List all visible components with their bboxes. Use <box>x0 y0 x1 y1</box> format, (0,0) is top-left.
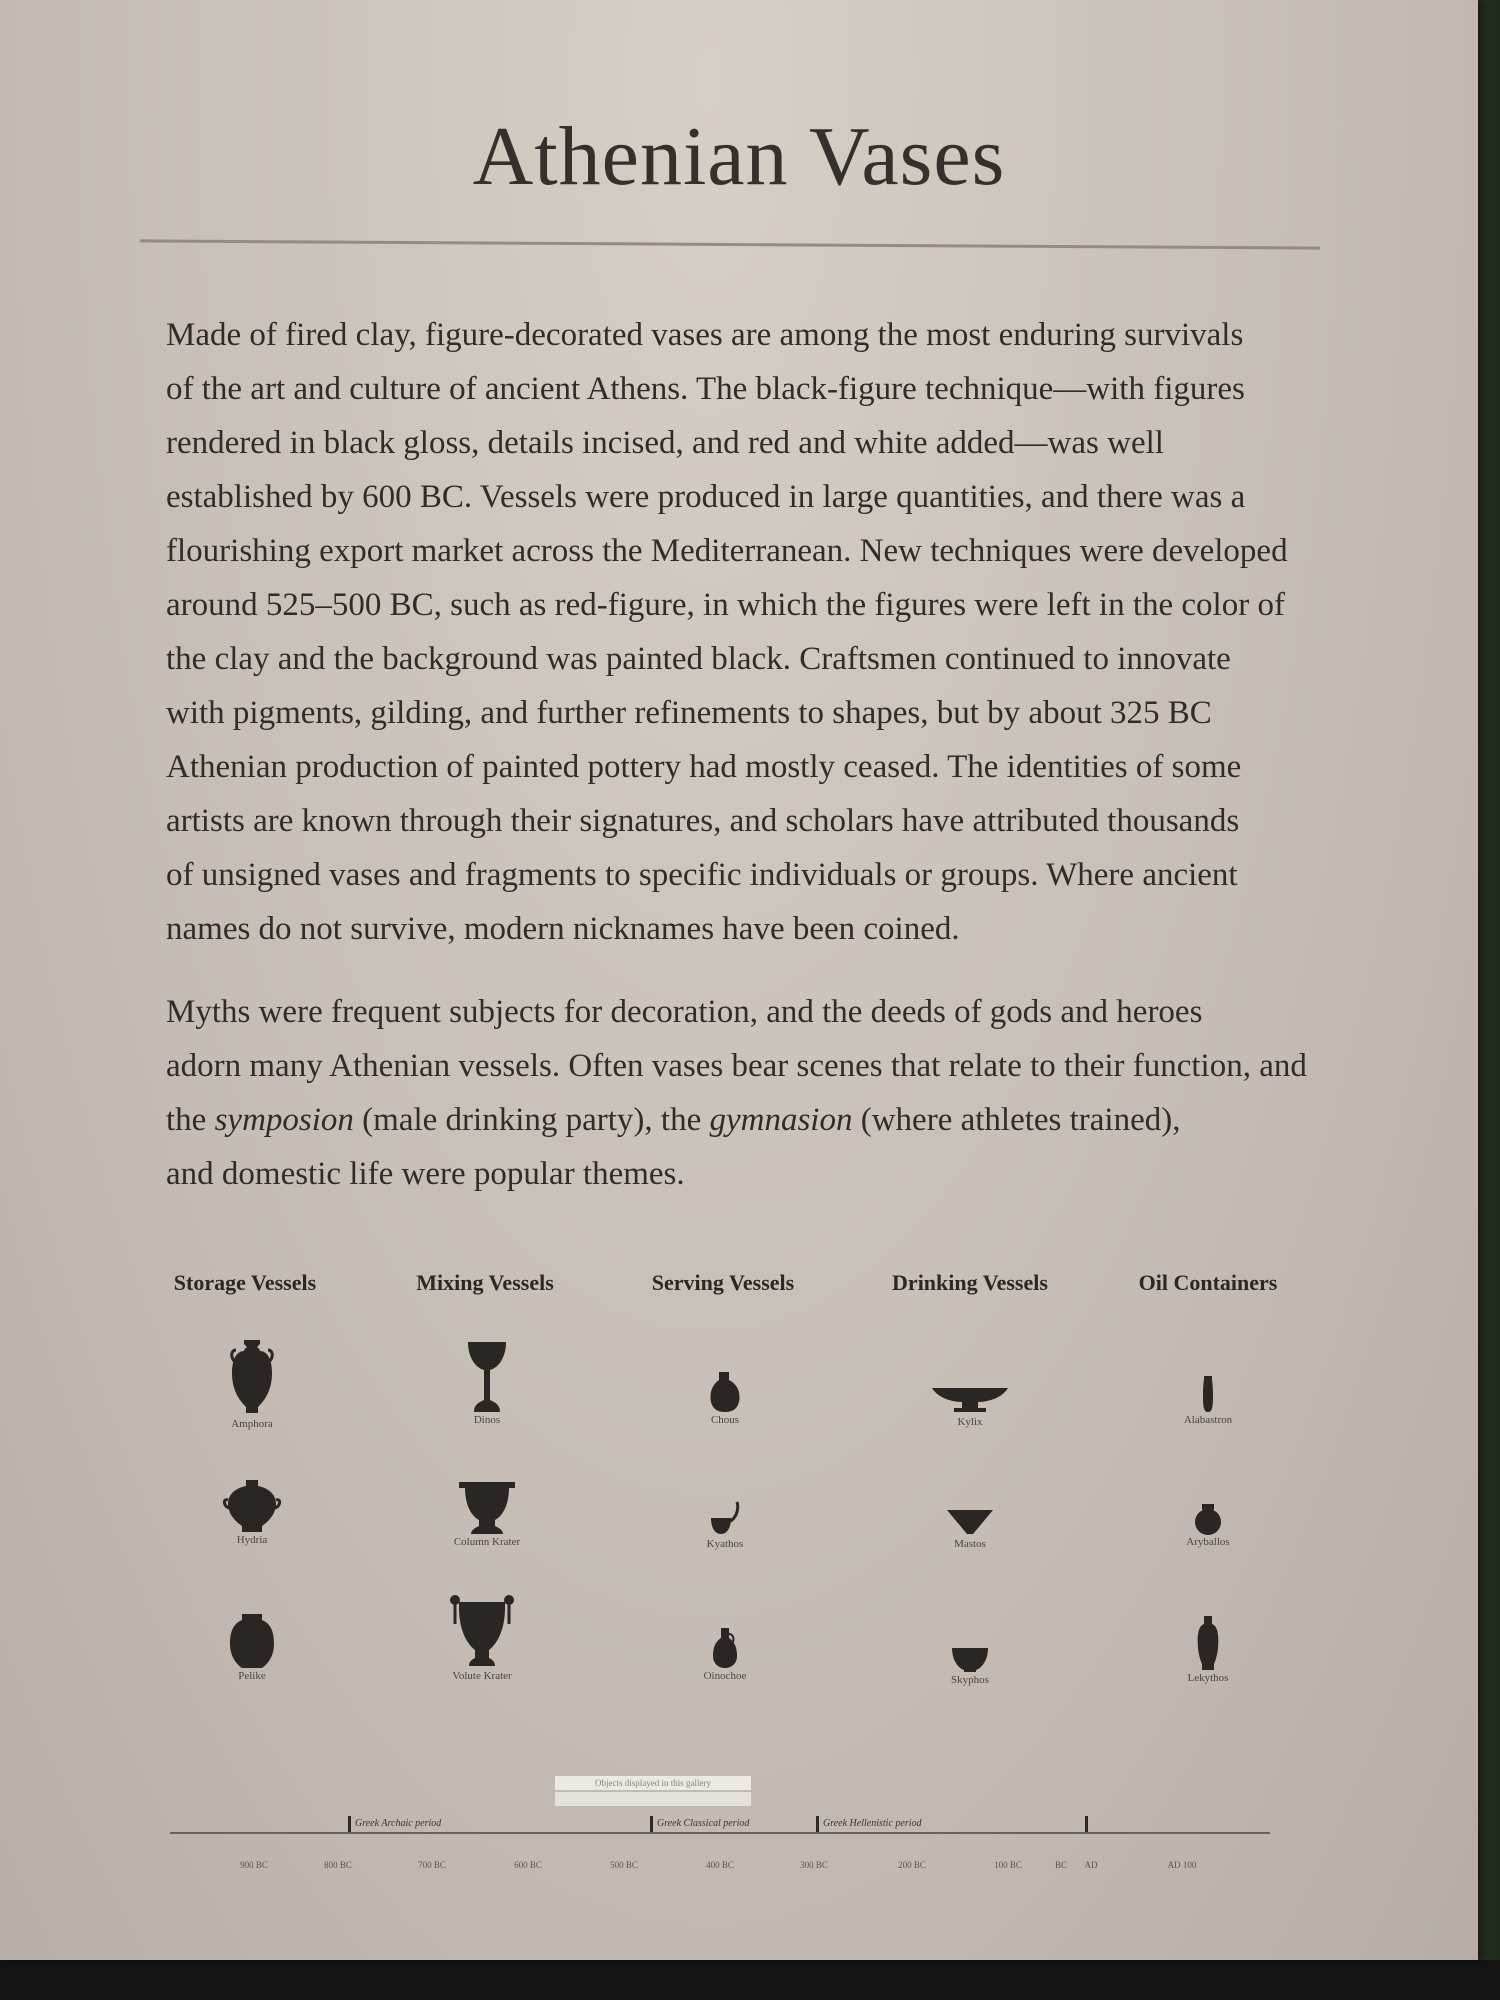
text-line: names do not survive, modern nicknames have been coined. <box>166 911 960 947</box>
tick-label: 300 BC <box>800 1860 828 1870</box>
hydria-icon <box>222 1478 282 1534</box>
text-line: Athenian production of painted pottery had mostly ceased. The identities of some <box>166 749 1242 785</box>
vessel-label: Chous <box>710 1414 740 1426</box>
alabastron-icon <box>1198 1374 1218 1414</box>
vessel-label: Mastos <box>954 1538 986 1550</box>
vessel-label: Volute Krater <box>452 1670 512 1682</box>
vessel-label: Pelike <box>238 1670 266 1682</box>
oinochoe-icon <box>705 1626 745 1670</box>
tick-label: 200 BC <box>898 1860 926 1870</box>
text-run: (male drinking party), the <box>353 1102 710 1138</box>
vessel-label: Alabastron <box>1183 1414 1233 1426</box>
vessel-label: Dinos <box>473 1414 501 1426</box>
tick-label: AD <box>1084 1860 1098 1870</box>
timeline <box>170 1780 1280 1900</box>
vessel-label: Oinochoe <box>703 1670 747 1682</box>
skyphos-icon <box>948 1644 992 1674</box>
tick-label: 500 BC <box>610 1860 638 1870</box>
kylix-icon <box>930 1380 1010 1416</box>
vessel-skyphos <box>890 1644 1050 1686</box>
intro-paragraph <box>166 308 1336 956</box>
category-mixing: Mixing Vessels <box>416 1270 554 1295</box>
vessel-amphora <box>172 1338 332 1430</box>
text-line: with pigments, gilding, and further refinements to shapes, but by about 325 BC <box>166 695 1212 731</box>
title-rule <box>140 239 1320 249</box>
vessel-label: Amphora <box>231 1418 273 1430</box>
text-line: Myths were frequent subjects for decoration, and the deeds of gods and heroes <box>166 994 1203 1030</box>
vessel-lekythos <box>1128 1614 1288 1684</box>
period-marker <box>1085 1816 1088 1832</box>
vessel-mastos <box>890 1506 1050 1550</box>
vessel-column-krater <box>407 1480 567 1548</box>
tick-label: BC <box>1054 1860 1067 1870</box>
timeline-axis <box>170 1832 1270 1834</box>
tick-label: 600 BC <box>514 1860 542 1870</box>
vessel-pelike <box>172 1612 332 1682</box>
vessel-volute-krater <box>402 1594 562 1682</box>
tick-label: 800 BC <box>324 1860 352 1870</box>
category-oil: Oil Containers <box>1138 1270 1278 1295</box>
pelike-icon <box>222 1612 282 1670</box>
vessel-dinos <box>407 1340 567 1426</box>
vessel-oinochoe <box>645 1626 805 1682</box>
aryballos-icon <box>1190 1502 1226 1536</box>
text-line: rendered in black gloss, details incised, and red and white added—was well <box>166 425 1164 461</box>
vessel-kylix <box>890 1380 1050 1428</box>
period-hellenistic: Greek Hellenistic period <box>816 1816 922 1832</box>
themes-paragraph <box>166 985 1336 1201</box>
tick-label: 100 BC <box>994 1860 1022 1870</box>
text-line: around 525–500 BC, such as red-figure, in which the figures were left in the color of <box>166 587 1285 623</box>
category-drinking: Drinking Vessels <box>892 1270 1048 1295</box>
lekythos-icon <box>1194 1614 1222 1672</box>
kyathos-icon <box>705 1500 745 1538</box>
vessel-label: Kyathos <box>706 1538 744 1550</box>
text-line: Made of fired clay, figure-decorated vases are among the most enduring survivals <box>166 317 1244 353</box>
text-line <box>166 1093 1336 1147</box>
vessel-aryballos <box>1128 1502 1288 1548</box>
amphora-icon <box>222 1338 282 1418</box>
vessel-label: Hydria <box>236 1534 268 1546</box>
text-line: artists are known through their signatures, and scholars have attributed thousands <box>166 803 1240 839</box>
vessel-chous <box>645 1370 805 1426</box>
vessel-label: Lekythos <box>1187 1672 1229 1684</box>
vessel-label: Kylix <box>957 1416 983 1428</box>
text-line: of the art and culture of ancient Athens. The black-figure technique—with figures <box>166 371 1245 407</box>
vessel-label: Column Krater <box>453 1536 521 1548</box>
text-line: flourishing export market across the Mediterranean. New techniques were developed <box>166 533 1288 569</box>
text-run: the <box>166 1102 215 1138</box>
text-line: and domestic life were popular themes. <box>166 1156 685 1192</box>
vessel-hydria <box>172 1478 332 1546</box>
volute-krater-icon <box>447 1594 517 1670</box>
tick-label: AD 100 <box>1167 1860 1197 1870</box>
tick-label: 700 BC <box>418 1860 446 1870</box>
term-gymnasion: gymnasion <box>709 1102 853 1138</box>
vessel-kyathos <box>645 1500 805 1550</box>
text-line: of unsigned vases and fragments to specific individuals or groups. Where ancient <box>166 857 1238 893</box>
tick-label: 400 BC <box>706 1860 734 1870</box>
term-symposion: symposion <box>214 1102 354 1138</box>
page-title: Athenian Vases <box>472 110 1006 203</box>
chous-icon <box>705 1370 745 1414</box>
column-krater-icon <box>457 1480 517 1536</box>
gallery-note: Objects displayed in this gallery <box>555 1776 751 1790</box>
vessel-label: Skyphos <box>951 1674 989 1686</box>
text-run: (where athletes trained), <box>852 1102 1181 1138</box>
period-classical: Greek Classical period <box>650 1816 749 1832</box>
vessel-alabastron <box>1128 1374 1288 1426</box>
vessel-label: Aryballos <box>1186 1536 1230 1548</box>
dinos-icon <box>462 1340 512 1414</box>
text-line: established by 600 BC. Vessels were produced in large quantities, and there was a <box>166 479 1246 515</box>
text-line: adorn many Athenian vessels. Often vases bear scenes that relate to their function, and <box>166 1048 1307 1084</box>
text-line: the clay and the background was painted black. Craftsmen continued to innovate <box>166 641 1231 677</box>
tick-label: 900 BC <box>240 1860 268 1870</box>
mastos-icon <box>945 1506 995 1538</box>
category-storage: Storage Vessels <box>173 1270 317 1295</box>
period-archaic: Greek Archaic period <box>348 1816 441 1832</box>
category-serving: Serving Vessels <box>651 1270 795 1295</box>
